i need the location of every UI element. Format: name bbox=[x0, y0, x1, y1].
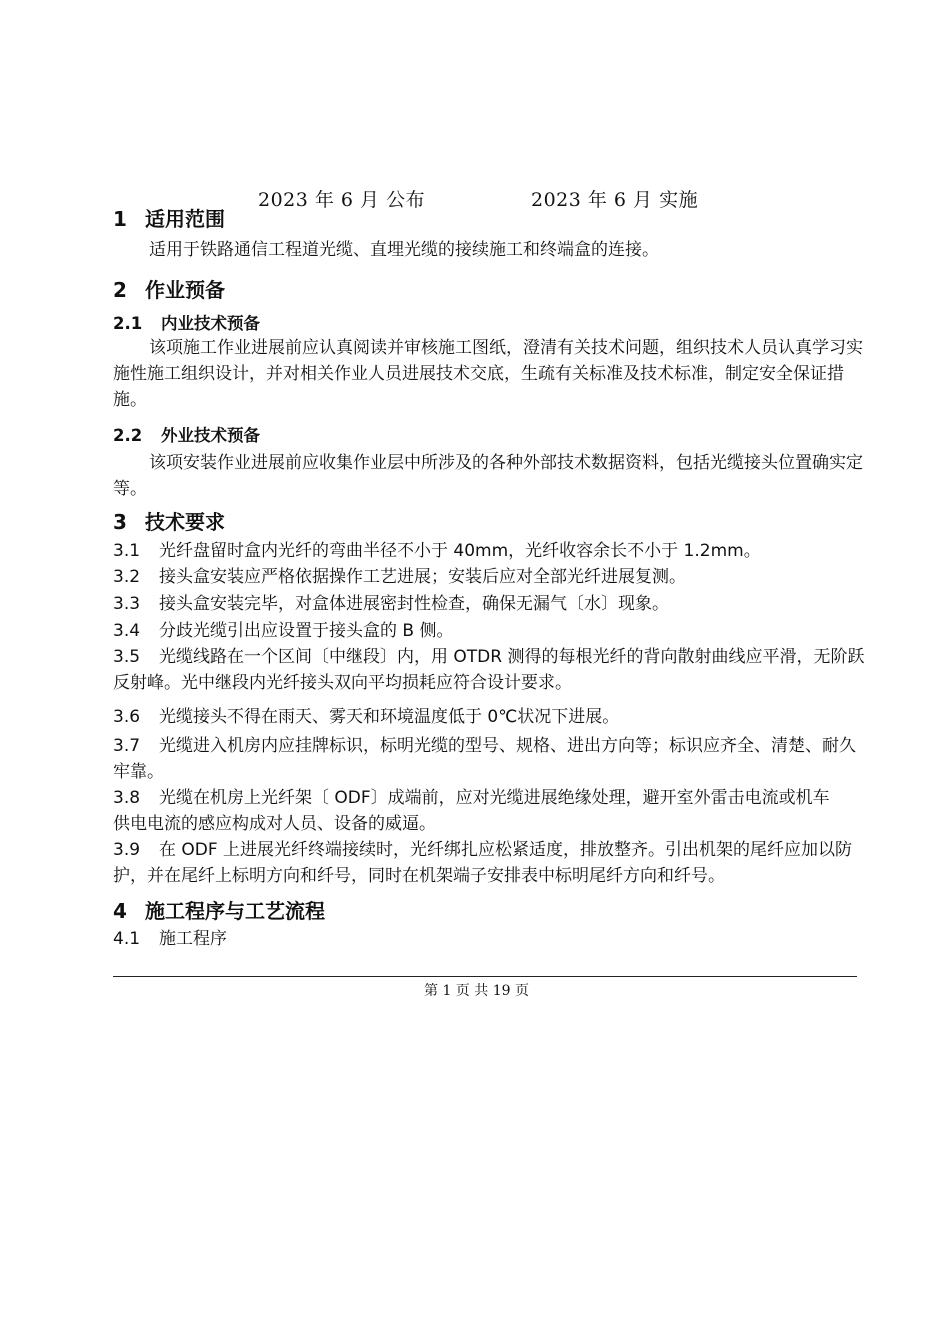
section-2-2-heading: 2.2 外业技术预备 bbox=[113, 426, 260, 445]
implement-date: 2023 年 6 月 实施 bbox=[531, 189, 699, 211]
page-number: 第 1 页 共 19 页 bbox=[424, 983, 529, 999]
requirement-item: 3.5 光缆线路在一个区间〔中继段〕内，用 OTDR 测得的每根光纤的背向散射曲线应平滑，无阶跃反射峰。光中继段内光纤接头双向平均损耗应符合设计要求。 bbox=[113, 647, 865, 693]
section-3-heading: 3 技术要求 bbox=[113, 510, 225, 534]
requirement-item: 3.1 光纤盘留时盒内光纤的弯曲半径不小于 40mm，光纤收容余长不小于 1.2mm。 bbox=[113, 541, 761, 561]
section-1-text: 适用于铁路通信工程道光缆、直埋光缆的接续施工和终端盒的连接。 bbox=[149, 240, 659, 260]
requirement-item: 3.2 接头盒安装应严格依据操作工艺进展；安装后应对全部光纤进展复测。 bbox=[113, 567, 686, 587]
requirement-item: 3.7 光缆进入机房内应挂牌标识，标明光缆的型号、规格、进出方向等；标识应齐全、清楚、耐久牢靠。 bbox=[113, 736, 856, 782]
section-2-heading: 2 作业预备 bbox=[113, 278, 225, 302]
section-2-1-heading: 2.1 内业技术预备 bbox=[113, 314, 260, 333]
section-2-2-text: 该项安装作业进展前应收集作业层中所涉及的各种外部技术数据资料，包括光缆接头位置确实定等。 bbox=[113, 453, 863, 499]
section-4-heading: 4 施工程序与工艺流程 bbox=[113, 899, 325, 923]
section-2-1-text: 该项施工作业进展前应认真阅读并审核施工图纸，澄清有关技术问题，组织技术人员认真学习实施性施工组织设计，并对相关作业人员进展技术交底，生疏有关标准及技术标准，制定安全保证措施。 bbox=[113, 338, 863, 410]
section-4-1-item: 4.1 施工程序 bbox=[113, 929, 227, 949]
requirement-item: 3.6 光缆接头不得在雨天、雾天和环境温度低于 0℃状况下进展。 bbox=[113, 707, 620, 727]
section-1-heading: 1 适用范围 bbox=[113, 207, 225, 231]
requirement-item: 3.3 接头盒安装完毕，对盒体进展密封性检查，确保无漏气〔水〕现象。 bbox=[113, 594, 669, 614]
footer-divider bbox=[113, 976, 857, 977]
requirement-item: 3.8 光缆在机房上光纤架〔 ODF〕成端前，应对光缆进展绝缘处理，避开室外雷击电流或机车供电电流的感应构成对人员、设备的威逼。 bbox=[113, 788, 830, 834]
requirement-item: 3.9 在 ODF 上进展光纤终端接续时，光纤绑扎应松紧适度，排放整齐。引出机架的尾纤应加以防护，并在尾纤上标明方向和纤号，同时在机架端子安排表中标明尾纤方向和纤号。 bbox=[113, 840, 853, 886]
publish-date: 2023 年 6 月 公布 bbox=[258, 189, 426, 211]
requirement-item: 3.4 分歧光缆引出应设置于接头盒的 B 侧。 bbox=[113, 621, 454, 641]
